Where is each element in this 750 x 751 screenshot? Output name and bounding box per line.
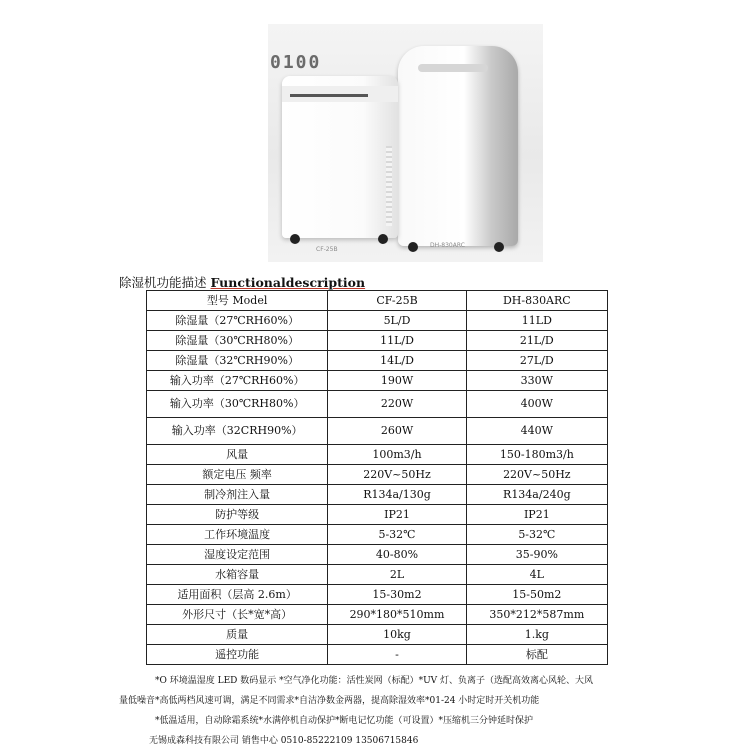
wheel — [290, 234, 300, 244]
note-line: 量低噪音*高低两档风速可调，满足不同需求*自洁净数金两器，提高除湿效率*01-24 小时定时开关机功能 — [119, 696, 540, 706]
table-cell: 1.kg — [466, 625, 607, 645]
table-cell: R134a/130g — [328, 485, 466, 505]
table-cell: 输入功率（32CRH90%） — [147, 418, 328, 445]
table-cell: 额定电压 频率 — [147, 465, 328, 485]
table-cell: 标配 — [466, 645, 607, 665]
table-cell: 40-80% — [328, 545, 466, 565]
table-cell: R134a/240g — [466, 485, 607, 505]
caption-dh830arc: DH-830ARC — [430, 242, 465, 249]
table-cell: 350*212*587mm — [466, 605, 607, 625]
handle-slot — [418, 64, 488, 72]
table-cell: 适用面积（层高 2.6m） — [147, 585, 328, 605]
table-cell: 15-50m2 — [466, 585, 607, 605]
table-cell: 14L/D — [328, 351, 466, 371]
table-cell: 工作环境温度 — [147, 525, 328, 545]
table-cell: 水箱容量 — [147, 565, 328, 585]
dehumidifier-dh830arc-image — [398, 46, 518, 246]
table-cell: 制冷剂注入量 — [147, 485, 328, 505]
table-row — [147, 645, 608, 665]
table-cell: 5-32℃ — [328, 525, 466, 545]
table-cell: 5-32℃ — [466, 525, 607, 545]
table-row — [147, 565, 608, 585]
wheel — [378, 234, 388, 244]
table-cell: IP21 — [328, 505, 466, 525]
table-cell: 27L/D — [466, 351, 607, 371]
table-cell: 100m3/h — [328, 445, 466, 465]
table-cell: 150-180m3/h — [466, 445, 607, 465]
table-cell: 11L/D — [328, 331, 466, 351]
table-cell: 除湿量（27℃RH60%） — [147, 311, 328, 331]
table-cell: 290*180*510mm — [328, 605, 466, 625]
table-row — [147, 311, 608, 331]
table-header-row — [147, 291, 608, 311]
table-cell: 440W — [466, 418, 607, 445]
table-cell: 防护等级 — [147, 505, 328, 525]
caption-cf25b: CF-25B — [316, 246, 338, 253]
table-row — [147, 545, 608, 565]
table-cell: 2L — [328, 565, 466, 585]
table-cell: 220W — [328, 391, 466, 418]
table-cell: 除湿量（30℃RH80%） — [147, 331, 328, 351]
photo-overlay-text: 0100 — [270, 52, 322, 73]
header-cell: 型号 Model — [147, 291, 328, 311]
table-row — [147, 445, 608, 465]
dehumidifier-cf25b-image — [282, 76, 398, 238]
table-cell: 4L — [466, 565, 607, 585]
table-cell: 输入功率（30℃RH80%） — [147, 391, 328, 418]
table-cell: 遥控功能 — [147, 645, 328, 665]
table-row — [147, 418, 608, 445]
spec-table — [146, 290, 608, 665]
table-row — [147, 351, 608, 371]
table-row — [147, 605, 608, 625]
side-grill — [386, 146, 392, 226]
table-row — [147, 371, 608, 391]
wheel — [494, 242, 504, 252]
table-cell: 21L/D — [466, 331, 607, 351]
section-title-en: Functionaldescription — [210, 275, 366, 290]
table-row — [147, 331, 608, 351]
table-cell: 35-90% — [466, 545, 607, 565]
product-photo — [268, 24, 543, 262]
table-row — [147, 391, 608, 418]
table-row — [147, 505, 608, 525]
table-cell: 除湿量（32℃RH90%） — [147, 351, 328, 371]
table-cell: 11LD — [466, 311, 607, 331]
table-cell: 10kg — [328, 625, 466, 645]
table-cell: 220V~50Hz — [328, 465, 466, 485]
table-cell: 330W — [466, 371, 607, 391]
notes-block — [119, 671, 679, 751]
table-cell: 190W — [328, 371, 466, 391]
table-cell: 15-30m2 — [328, 585, 466, 605]
note-line: *低温适用，自动除霜系统*水满停机自动保护*断电记忆功能（可设置）*压缩机三分钟延时保护 — [155, 716, 534, 726]
table-row — [147, 465, 608, 485]
table-cell: 260W — [328, 418, 466, 445]
section-title — [119, 273, 365, 291]
wheel — [408, 242, 418, 252]
table-cell: 400W — [466, 391, 607, 418]
table-row — [147, 585, 608, 605]
air-slot — [290, 94, 368, 97]
table-cell: 220V~50Hz — [466, 465, 607, 485]
company-contact: 无锡成森科技有限公司 销售中心 0510-85222109 13506715846 — [149, 736, 419, 746]
table-cell: 湿度设定范围 — [147, 545, 328, 565]
table-row — [147, 525, 608, 545]
table-cell: 输入功率（27℃RH60%） — [147, 371, 328, 391]
table-cell: 质量 — [147, 625, 328, 645]
header-cell: DH-830ARC — [466, 291, 607, 311]
header-cell: CF-25B — [328, 291, 466, 311]
table-row — [147, 485, 608, 505]
table-cell: IP21 — [466, 505, 607, 525]
table-row — [147, 625, 608, 645]
section-title-zh: 除湿机功能描述 — [119, 275, 207, 290]
note-line: *O 环境温湿度 LED 数码显示 *空气净化功能：活性炭网（标配）*UV 灯、负离子（选配高效离心风轮、大风 — [155, 676, 594, 686]
table-cell: - — [328, 645, 466, 665]
table-cell: 风量 — [147, 445, 328, 465]
table-cell: 外形尺寸（长*宽*高） — [147, 605, 328, 625]
table-cell: 5L/D — [328, 311, 466, 331]
